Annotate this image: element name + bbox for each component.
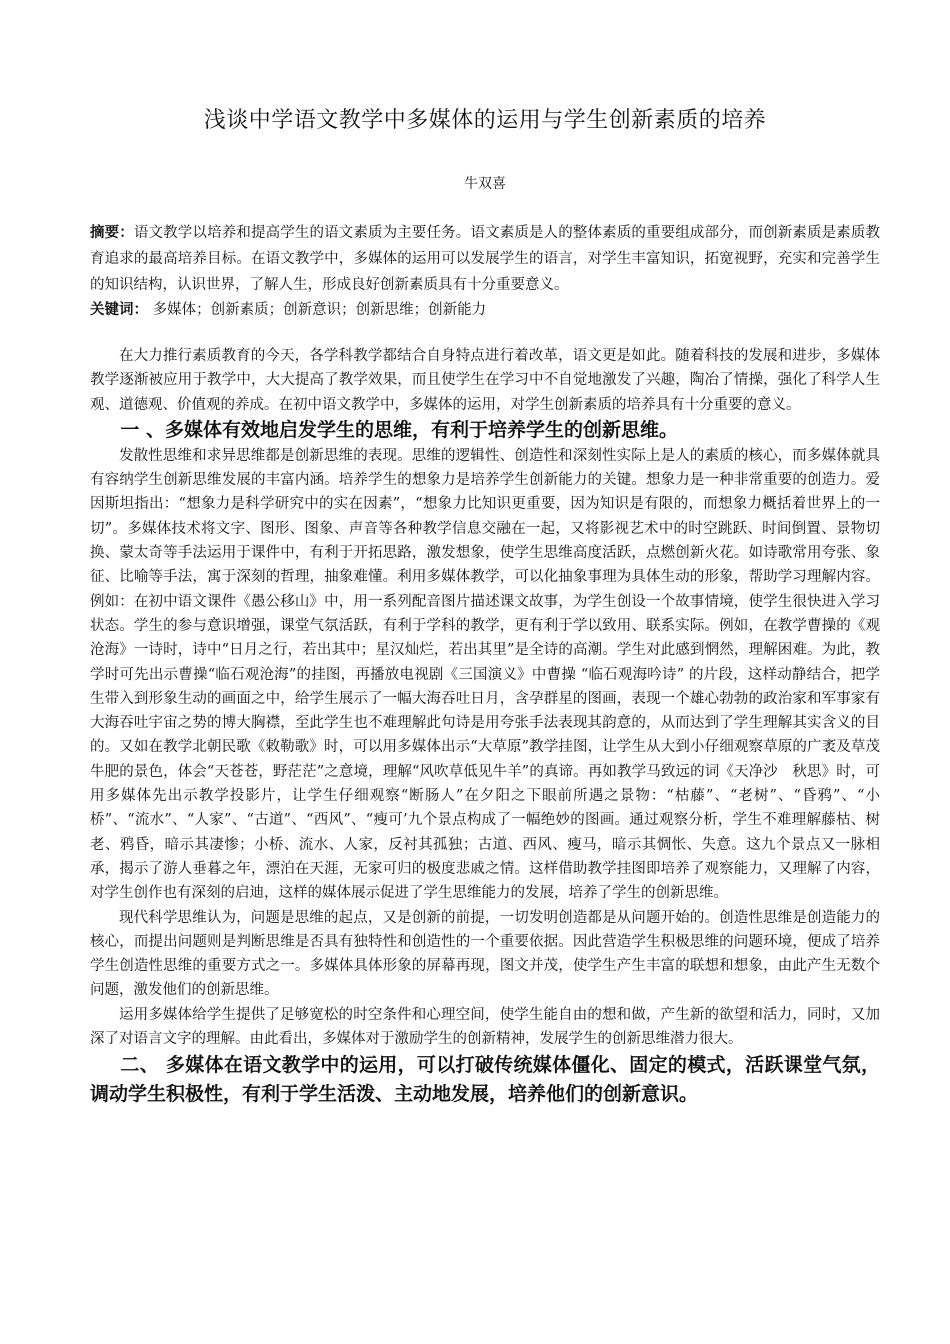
section1-paragraph-2: 现代科学思维认为，问题是思维的起点，又是创新的前提，一切发明创造都是从问题开始的。创造性思维是创造能力的核心，而提出问题则是判断思维是否具有独特性和创造性的一个重要依据。因此营造学生积极思维的问题环境，便成了培养学生创造性思维的重要方式之一。多媒体具体形象的屏幕再现，图文并茂，使学生产生丰富的联想和想象，由此产生无数个问题，激发他们的创新思维。	[90, 909, 880, 999]
keywords-text: 多媒体；创新素质；创新意识；创新思维；创新能力	[148, 302, 487, 318]
section-heading-2: 二、 多媒体在语文教学中的运用，可以打破传统媒体僵化、固定的模式，活跃课堂气氛，调动学生积极性，有利于学生活泼、主动地发展，培养他们的创新意识。	[90, 1054, 880, 1106]
abstract-text: 语文教学以培养和提高学生的语文素质为主要任务。语文素质是人的整体素质的重要组成部分，而创新素质是素质教育追求的最高培养目标。在语文教学中，多媒体的运用可以发展学生的语言，对学生丰富知识，拓宽视野，充实和完善学生的知识结构，认识世界，了解人生，形成良好创新素质具有十分重要意义。	[90, 225, 881, 293]
abstract	[90, 220, 880, 298]
section1-paragraph-3: 运用多媒体给学生提供了足够宽松的时空条件和心理空间，使学生能自由的想和做，产生新的欲望和活力，同时，又加深了对语言文字的理解。由此看出，多媒体对于激励学生的创新精神，发展学生的创新思维潜力很大。	[90, 1006, 880, 1048]
document-body	[90, 344, 880, 1109]
author-name: 牛双喜	[464, 176, 506, 192]
document-title: 浅谈中学语文教学中多媒体的运用与学生创新素质的培养	[203, 108, 767, 133]
intro-paragraph: 在大力推行素质教育的今天，各学科教学都结合自身特点进行着改革，语文更是如此。随着科技的发展和进步，多媒体教学逐渐被应用于教学中，大大提高了教学效果，而且使学生在学习中不自觉地激发了兴趣，陶冶了情操，强化了科学人生观、道德观、价值观的养成。在初中语文教学中，多媒体的运用，对学生创新素质的培养具有十分重要的意义。	[90, 348, 880, 413]
keywords	[90, 297, 880, 323]
abstract-label: 摘要：	[90, 225, 134, 241]
section1-paragraph-1: 发散性思维和求异思维都是创新思维的表现。思维的逻辑性、创造性和深刻性实际上是人的素质的核心，而多媒体就具有容纳学生创新思维发展的丰富内涵。培养学生的想象力是培养学生创新能力的关键。想象力是一种非常重要的创造力。爱因斯坦指出：“想象力是科学研究中的实在因素”，“想象力比知识更重要，因为知识是有限的，而想象力概括着世界上的一切”。多媒体技术将文字、图形、图象、声音等各种教学信息交融在一起，又将影视艺术中的时空跳跃、时间倒置、景物切换、蒙太奇等手法运用于课件中，有利于开拓思路，激发想象，使学生思维高度活跃，点燃创新火花。如诗歌常用夸张、象征、比喻等手法，寓于深刻的哲理，抽象难懂。利用多媒体教学，可以化抽象事理为具体生动的形象，帮助学习理解内容。例如：在初中语文课件《愚公移山》中，用一系列配音图片描述课文故事，为学生创设一个故事情境，使学生很快进入学习状态。学生的参与意识增强，课堂气氛活跃，有利于学科的教学，更有利于学以致用、联系实际。例如，在教学曹操的《观沧海》一诗时，诗中“日月之行，若出其中；星汉灿烂，若出其里”是全诗的高潮。学生对此感到惘然，理解困难。为此，教学时可先出示曹操“临石观沧海”的挂图，再播放电视剧《三国演义》中曹操 “临石观海吟诗” 的片段，这样动静结合，把学生带入到形象生动的画面之中，给学生展示了一幅大海吞吐日月，含孕群星的图画，表现一个雄心勃勃的政治家和军事家有大海吞吐宇宙之势的博大胸襟，至此学生也不难理解此句诗是用夸张手法表现其韵意的，从而达到了学生理解其实含义的目的。又如在教学北朝民歌《敕勒歌》时，可以用多媒体出示“大草原”教学挂图，让学生从大到小仔细观察草原的广袤及草茂牛肥的景色，体会“天苍苍，野茫茫”之意境，理解“风吹草低见牛羊”的真谛。再如教学马致远的词《天净沙 秋思》时，可用多媒体先出示教学投影片，让学生仔细观察“断肠人”在夕阳之下眼前所遇之景物：“枯藤”、“老树”、“昏鸦”、“小桥”、“流水”、“人家”、“古道”、“西风”、“瘦可’九个景点构成了一幅绝妙的图画。通过观察分析，学生不难理解藤枯、树老、鸦昏，暗示其凄惨；小桥、流水、人家，反衬其孤独；古道、西风、瘦马，暗示其惆怅、失意。这九个景点又一脉相承，揭示了游人垂暮之年，漂泊在天涯，无家可归的极度悲戚之情。这样借助教学挂图即培养了观察能力，又理解了内容，对学生创作也有深刻的启迪，这样的媒体展示促进了学生思维能力的发展，培养了学生的创新思维。	[90, 447, 880, 902]
section-heading-1: 一 、多媒体有效地启发学生的思维，有利于培养学生的创新思维。	[120, 418, 679, 441]
keywords-label: 关键词：	[90, 302, 148, 318]
